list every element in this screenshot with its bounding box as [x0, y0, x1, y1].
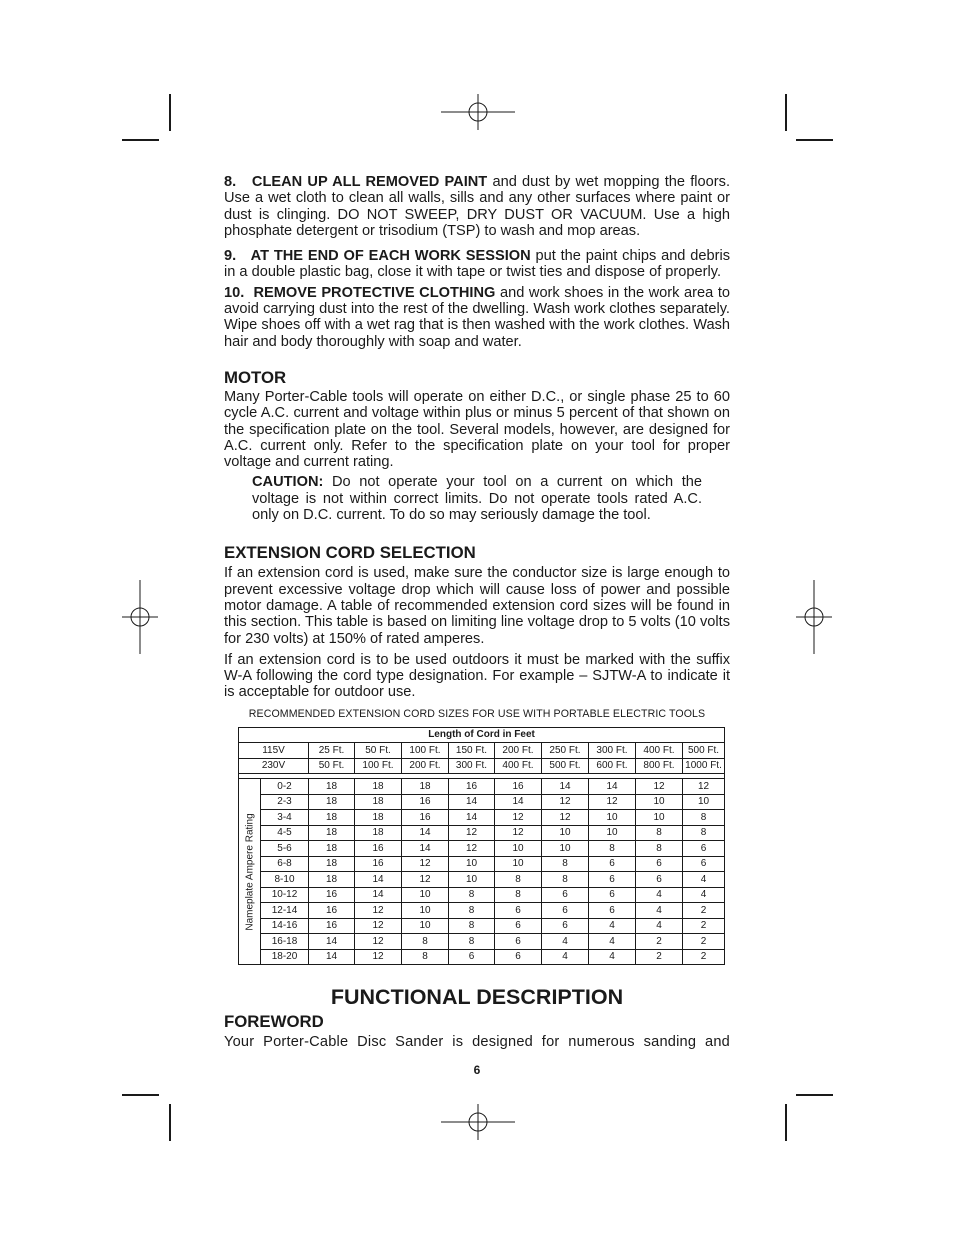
gauge-cell: 4: [589, 918, 636, 934]
gauge-cell: 14: [449, 794, 495, 810]
amp-range-cell: 3-4: [261, 810, 309, 826]
step-text: and dust by wet mopping the floors. Use a wet cloth to clean all walls, sills and any other surfaces where paint or dust is clinging. DO NOT SWEEP, DRY DUST OR VACUUM. Use a high phosphate detergent or trisodium (TSP) to wash and mop areas.: [224, 174, 730, 239]
gauge-cell: 18: [355, 779, 402, 795]
gauge-cell: 12: [542, 810, 589, 826]
gauge-cell: 18: [309, 810, 355, 826]
extension-heading: EXTENSION CORD SELECTION: [224, 543, 476, 563]
table-caption: RECOMMENDED EXTENSION CORD SIZES FOR USE WITH PORTABLE ELECTRIC TOOLS: [248, 707, 706, 720]
length-cell: 100 Ft.: [355, 758, 402, 774]
gauge-cell: 14: [402, 841, 449, 857]
gauge-cell: 16: [495, 779, 542, 795]
gauge-cell: 8: [449, 934, 495, 950]
foreword-heading: FOREWORD: [224, 1012, 324, 1032]
amp-range-cell: 16-18: [261, 934, 309, 950]
gauge-cell: 12: [355, 934, 402, 950]
gauge-cell: 4: [542, 934, 589, 950]
amp-range-cell: 18-20: [261, 949, 309, 965]
gauge-cell: 12: [495, 825, 542, 841]
step-number: 10.: [224, 284, 245, 301]
functional-description-title: FUNCTIONAL DESCRIPTION: [330, 985, 624, 1010]
voltage-row-115: [239, 743, 725, 759]
step-number: 9.: [224, 248, 237, 265]
crop-mark: [122, 139, 159, 141]
gauge-cell: 18: [309, 794, 355, 810]
gauge-cell: 18: [355, 825, 402, 841]
gauge-cell: 10: [589, 810, 636, 826]
gauge-cell: 14: [449, 810, 495, 826]
gauge-cell: 12: [402, 856, 449, 872]
gauge-cell: 4: [589, 949, 636, 965]
gauge-cell: 8: [683, 825, 725, 841]
gauge-cell: 14: [309, 934, 355, 950]
gauge-cell: 10: [402, 887, 449, 903]
gauge-cell: 8: [542, 856, 589, 872]
length-cell: 600 Ft.: [589, 758, 636, 774]
table-row: [239, 903, 725, 919]
gauge-cell: 6: [683, 841, 725, 857]
gauge-cell: 8: [589, 841, 636, 857]
motor-body: Many Porter-Cable tools will operate on either D.C., or single phase 25 to 60 cycle A.C. current and voltage within plus or minus 5 percent of that shown on the specification plate on the tool. Several models, however, are designed for A.C. current only. Refer to the specification plate on your tool for proper voltage and current rating.: [224, 388, 730, 471]
gauge-cell: 12: [683, 779, 725, 795]
length-cell: 25 Ft.: [309, 743, 355, 759]
gauge-cell: 6: [542, 903, 589, 919]
crop-mark: [796, 139, 833, 141]
amp-range-cell: 10-12: [261, 887, 309, 903]
gauge-cell: 14: [402, 825, 449, 841]
amp-range-cell: 5-6: [261, 841, 309, 857]
gauge-cell: 14: [542, 779, 589, 795]
gauge-cell: 8: [636, 841, 683, 857]
gauge-cell: 18: [309, 872, 355, 888]
amp-range-cell: 12-14: [261, 903, 309, 919]
gauge-cell: 8: [683, 810, 725, 826]
step-9: [224, 248, 730, 281]
foreword-text: Your Porter-Cable Disc Sander is designed for numerous sanding and: [224, 1034, 730, 1051]
gauge-cell: 16: [355, 841, 402, 857]
gauge-cell: 16: [309, 918, 355, 934]
voltage-cell: 115V: [239, 743, 309, 759]
length-cell: 500 Ft.: [683, 743, 725, 759]
length-cell: 500 Ft.: [542, 758, 589, 774]
gauge-cell: 2: [683, 918, 725, 934]
step-10: [224, 285, 730, 350]
gauge-cell: 12: [542, 794, 589, 810]
gauge-cell: 18: [309, 779, 355, 795]
gauge-cell: 8: [542, 872, 589, 888]
gauge-cell: 16: [309, 887, 355, 903]
length-cell: 300 Ft.: [449, 758, 495, 774]
gauge-cell: 14: [589, 779, 636, 795]
table-row: [239, 825, 725, 841]
gauge-cell: 4: [589, 934, 636, 950]
gauge-cell: 18: [309, 841, 355, 857]
gauge-cell: 14: [309, 949, 355, 965]
length-cell: 150 Ft.: [449, 743, 495, 759]
crop-mark: [122, 1094, 159, 1096]
table-row: [239, 918, 725, 934]
gauge-cell: 16: [402, 810, 449, 826]
registration-mark-icon: [122, 580, 158, 654]
gauge-cell: 18: [402, 779, 449, 795]
gauge-cell: 6: [589, 872, 636, 888]
extension-cord-table: [238, 727, 725, 966]
gauge-cell: 10: [636, 794, 683, 810]
crop-mark: [169, 94, 171, 131]
crop-mark: [796, 1094, 833, 1096]
length-cell: 800 Ft.: [636, 758, 683, 774]
step-heading: CLEAN UP ALL REMOVED PAINT: [251, 174, 488, 190]
gauge-cell: 12: [636, 779, 683, 795]
gauge-cell: 10: [449, 872, 495, 888]
step-number: 8.: [224, 174, 237, 190]
step-8: [224, 174, 730, 239]
gauge-cell: 6: [636, 872, 683, 888]
gauge-cell: 12: [355, 903, 402, 919]
amp-range-cell: 8-10: [261, 872, 309, 888]
gauge-cell: 10: [542, 841, 589, 857]
gauge-cell: 8: [495, 887, 542, 903]
gauge-cell: 12: [355, 918, 402, 934]
gauge-cell: 10: [589, 825, 636, 841]
length-cell: 300 Ft.: [589, 743, 636, 759]
gauge-cell: 8: [449, 887, 495, 903]
length-cell: 1000 Ft.: [683, 758, 725, 774]
length-cell: 200 Ft.: [495, 743, 542, 759]
crop-mark: [785, 1104, 787, 1141]
gauge-cell: 16: [449, 779, 495, 795]
table-row: [239, 841, 725, 857]
table-row: [239, 934, 725, 950]
gauge-cell: 8: [495, 872, 542, 888]
gauge-cell: 4: [636, 887, 683, 903]
crop-mark: [785, 94, 787, 131]
table-row: [239, 856, 725, 872]
motor-heading: MOTOR: [224, 367, 287, 387]
gauge-cell: 4: [683, 887, 725, 903]
gauge-cell: 18: [309, 825, 355, 841]
gauge-cell: 12: [589, 794, 636, 810]
gauge-cell: 16: [355, 856, 402, 872]
side-label: Nameplate Ampere Rating: [244, 813, 255, 931]
extension-para-1: If an extension cord is used, make sure the conductor size is large enough to prevent excessive voltage drop which will cause loss of power and possible motor damage. A table of recommended extension cord sizes will be found in this section. This table is based on limiting line voltage drop to 5 volts (10 volts for 230 volts) at 150% of rated amperes.: [224, 565, 730, 647]
registration-mark-icon: [796, 580, 832, 654]
gauge-cell: 14: [495, 794, 542, 810]
gauge-cell: 6: [683, 856, 725, 872]
length-cell: 400 Ft.: [495, 758, 542, 774]
crop-mark: [169, 1104, 171, 1141]
gauge-cell: 4: [636, 903, 683, 919]
page-content: [224, 174, 730, 1051]
gauge-cell: 2: [636, 949, 683, 965]
caution-label: CAUTION:: [252, 474, 324, 491]
gauge-cell: 12: [495, 810, 542, 826]
table-row: [239, 887, 725, 903]
amp-range-cell: 0-2: [261, 779, 309, 795]
gauge-cell: 12: [402, 872, 449, 888]
registration-mark-icon: [441, 94, 515, 130]
table-row: [239, 810, 725, 826]
gauge-cell: 12: [355, 949, 402, 965]
table-row: [239, 779, 725, 795]
gauge-cell: 8: [449, 903, 495, 919]
length-cell: 400 Ft.: [636, 743, 683, 759]
gauge-cell: 18: [309, 856, 355, 872]
gauge-cell: 18: [355, 810, 402, 826]
gauge-cell: 2: [683, 903, 725, 919]
gauge-cell: 2: [683, 934, 725, 950]
table-header-row: [239, 727, 725, 743]
gauge-cell: 10: [542, 825, 589, 841]
registration-mark-icon: [441, 1104, 515, 1140]
length-cell: 50 Ft.: [355, 743, 402, 759]
table-row: [239, 949, 725, 965]
gauge-cell: 6: [542, 918, 589, 934]
gauge-cell: 6: [542, 887, 589, 903]
amp-range-cell: 14-16: [261, 918, 309, 934]
caution-note: [252, 474, 702, 523]
gauge-cell: 4: [636, 918, 683, 934]
gauge-cell: 10: [402, 903, 449, 919]
gauge-cell: 8: [636, 825, 683, 841]
gauge-cell: 16: [309, 903, 355, 919]
gauge-cell: 10: [495, 841, 542, 857]
gauge-cell: 6: [589, 887, 636, 903]
gauge-cell: 8: [402, 934, 449, 950]
gauge-cell: 6: [495, 903, 542, 919]
table-row: [239, 872, 725, 888]
gauge-cell: 6: [449, 949, 495, 965]
gauge-cell: 10: [402, 918, 449, 934]
page-number: 6: [473, 1063, 481, 1077]
gauge-cell: 2: [683, 949, 725, 965]
gauge-cell: 2: [636, 934, 683, 950]
caution-text: Do not operate your tool on a current on which the voltage is not within correct limits. Do not operate tools rated A.C. only on D.C. current. To do so may seriously damage the tool.: [252, 474, 702, 524]
step-heading: AT THE END OF EACH WORK SESSION: [250, 248, 531, 265]
table-header: Length of Cord in Feet: [239, 727, 725, 743]
gauge-cell: 10: [495, 856, 542, 872]
gauge-cell: 8: [449, 918, 495, 934]
gauge-cell: 14: [355, 872, 402, 888]
side-label-cell: [239, 779, 261, 965]
gauge-cell: 10: [683, 794, 725, 810]
gauge-cell: 10: [636, 810, 683, 826]
amp-range-cell: 6-8: [261, 856, 309, 872]
gauge-cell: 6: [636, 856, 683, 872]
gauge-cell: 14: [355, 887, 402, 903]
length-cell: 50 Ft.: [309, 758, 355, 774]
gauge-cell: 16: [402, 794, 449, 810]
step-text: put the paint chips and debris in a double plastic bag, close it with tape or twist ties and dispose of properly.: [224, 248, 730, 281]
voltage-cell: 230V: [239, 758, 309, 774]
extension-para-2: If an extension cord is to be used outdoors it must be marked with the suffix W-A following the cord type designation. For example – SJTW-A to indicate it is acceptable for outdoor use.: [224, 651, 730, 701]
gauge-cell: 6: [495, 934, 542, 950]
step-text: and work shoes in the work area to avoid carrying dust into the rest of the dwelling. Wash work clothes separately. Wipe shoes off with a wet rag that is then washed with the work clothes. Wash hair and body thoroughly with soap and water.: [224, 284, 731, 350]
gauge-cell: 4: [683, 872, 725, 888]
length-cell: 200 Ft.: [402, 758, 449, 774]
gauge-cell: 8: [402, 949, 449, 965]
gauge-cell: 6: [495, 949, 542, 965]
gauge-cell: 18: [355, 794, 402, 810]
gauge-cell: 6: [589, 856, 636, 872]
length-cell: 100 Ft.: [402, 743, 449, 759]
step-heading: REMOVE PROTECTIVE CLOTHING: [253, 284, 496, 301]
gauge-cell: 12: [449, 825, 495, 841]
voltage-row-230: [239, 758, 725, 774]
amp-range-cell: 4-5: [261, 825, 309, 841]
gauge-cell: 10: [449, 856, 495, 872]
gauge-cell: 6: [589, 903, 636, 919]
length-cell: 250 Ft.: [542, 743, 589, 759]
table-row: [239, 794, 725, 810]
amp-range-cell: 2-3: [261, 794, 309, 810]
gauge-cell: 12: [449, 841, 495, 857]
gauge-cell: 6: [495, 918, 542, 934]
gauge-cell: 4: [542, 949, 589, 965]
